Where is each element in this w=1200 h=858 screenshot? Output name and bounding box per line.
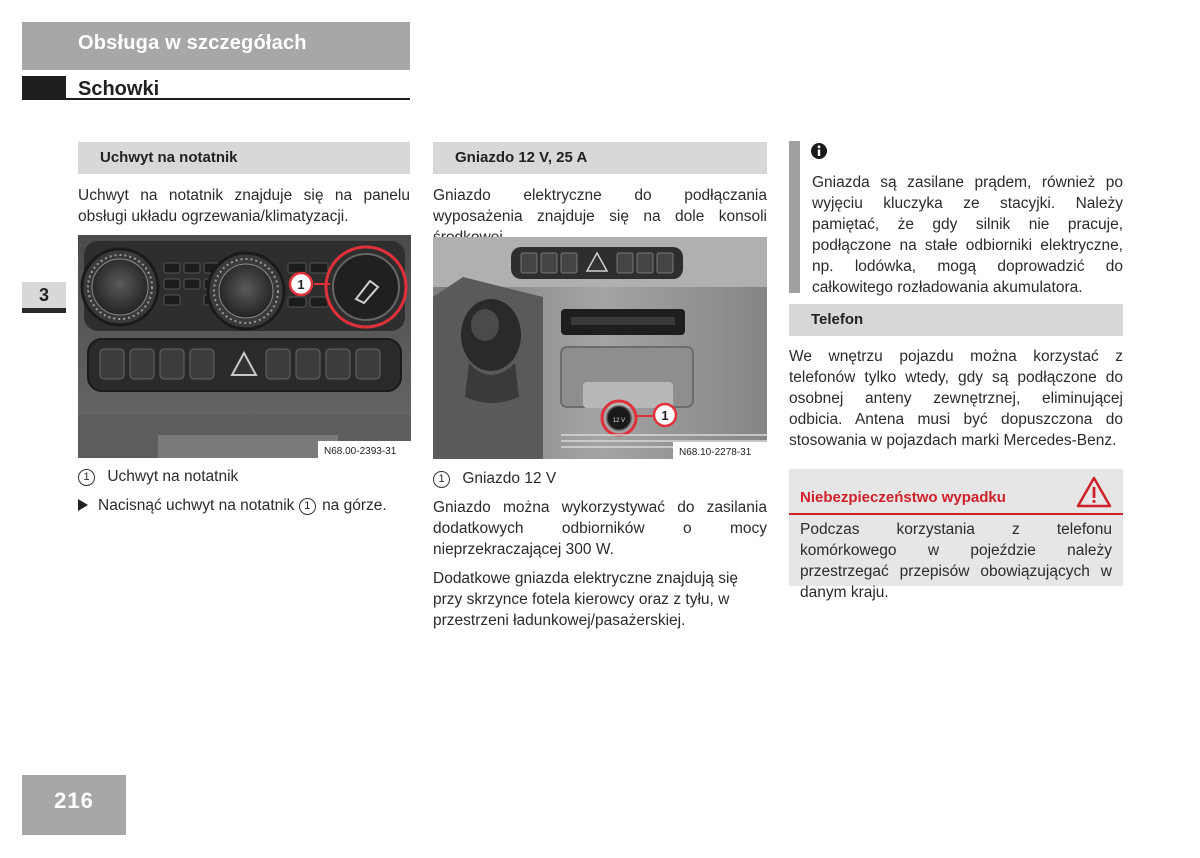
section-title: Schowki [78,78,160,100]
step-arrow-icon [78,499,88,511]
legend-item-1 [78,466,410,487]
notepad-holder-heading: Uchwyt na notatnik [78,142,410,174]
additional-sockets-paragraph: Dodatkowe gniazda elektryczne znajdują się przy skrzynce fotela kierowcy oraz z tyłu, w przestrzeni ładunkowej/pasażerskiej. [433,570,739,629]
warning-triangle-icon [1076,476,1112,508]
photo2-socket-label: 12 V [612,418,626,424]
photo2-callout-number: 1 [661,408,669,423]
photo1-callout-number: 1 [297,277,305,292]
warning-text: Podczas korzystania z telefonu komórkowego w pojeździe należy przestrzegać przepisów obowiązujących w danym kraju. [800,521,1112,601]
phone-heading: Telefon [789,304,1123,336]
info-sidebar [789,141,800,293]
legend-item-socket [433,468,767,489]
center-console-photo [433,237,767,459]
phone-text: We wnętrzu pojazdu można korzystać z telefonów tylko wtedy, gdy są podłączone do osobnej anteny zewnętrznej, eliminującej odbicia. Antena musi być dopuszczona do stosowania w pojazdach marki Mercedes-Benz. [789,348,1123,449]
photo2-code: N68.10-2278-31 [679,447,752,458]
section-marker [22,76,66,98]
info-text: Gniazda są zasilane prądem, również po wyjęciu kluczyka ze stacyjki. Należy pamiętać, że gdy silnik nie pracuje, podłączone na stałe odbiorniki elektryczne, np. lodówka, mogą doprowadzić do całkowitego rozładowania akumulatora. [812,174,1123,296]
socket-usage-paragraph: Gniazdo można wykorzystywać do zasilania dodatkowych odbiorników o mocy nieprzekraczającej 300 W. [433,499,767,558]
legend-text: Uchwyt na notatnik [107,468,239,485]
instruction-step [78,495,410,516]
info-icon [810,142,828,160]
legend-text: Gniazdo 12 V [462,470,557,487]
step-text: Nacisnąć uchwyt na notatnik [98,497,295,514]
warning-title: Niebezpieczeństwo wypadku [800,489,1006,506]
warning-rule [789,513,1123,515]
socket-intro: Gniazdo elektryczne do podłączania wyposażenia znajduje się na dole konsoli [433,187,767,225]
chapter-tab-rule [22,308,66,313]
step-text-end: na górze. [322,497,387,514]
page-number: 216 [54,788,94,813]
step-number: 1 [299,498,316,515]
socket-heading: Gniazdo 12 V, 25 A [433,142,767,174]
climate-panel-photo [78,235,411,458]
notepad-holder-intro: Uchwyt na notatnik znajduje się na panelu obsługi układu ogrzewania/klimatyzacji. [78,187,410,225]
chapter-tab: 3 [22,282,66,308]
photo1-code: N68.00-2393-31 [324,446,397,457]
chapter-title: Obsługa w szczegółach [78,32,307,54]
legend-number: 1 [78,469,95,486]
legend-number: 1 [433,471,450,488]
